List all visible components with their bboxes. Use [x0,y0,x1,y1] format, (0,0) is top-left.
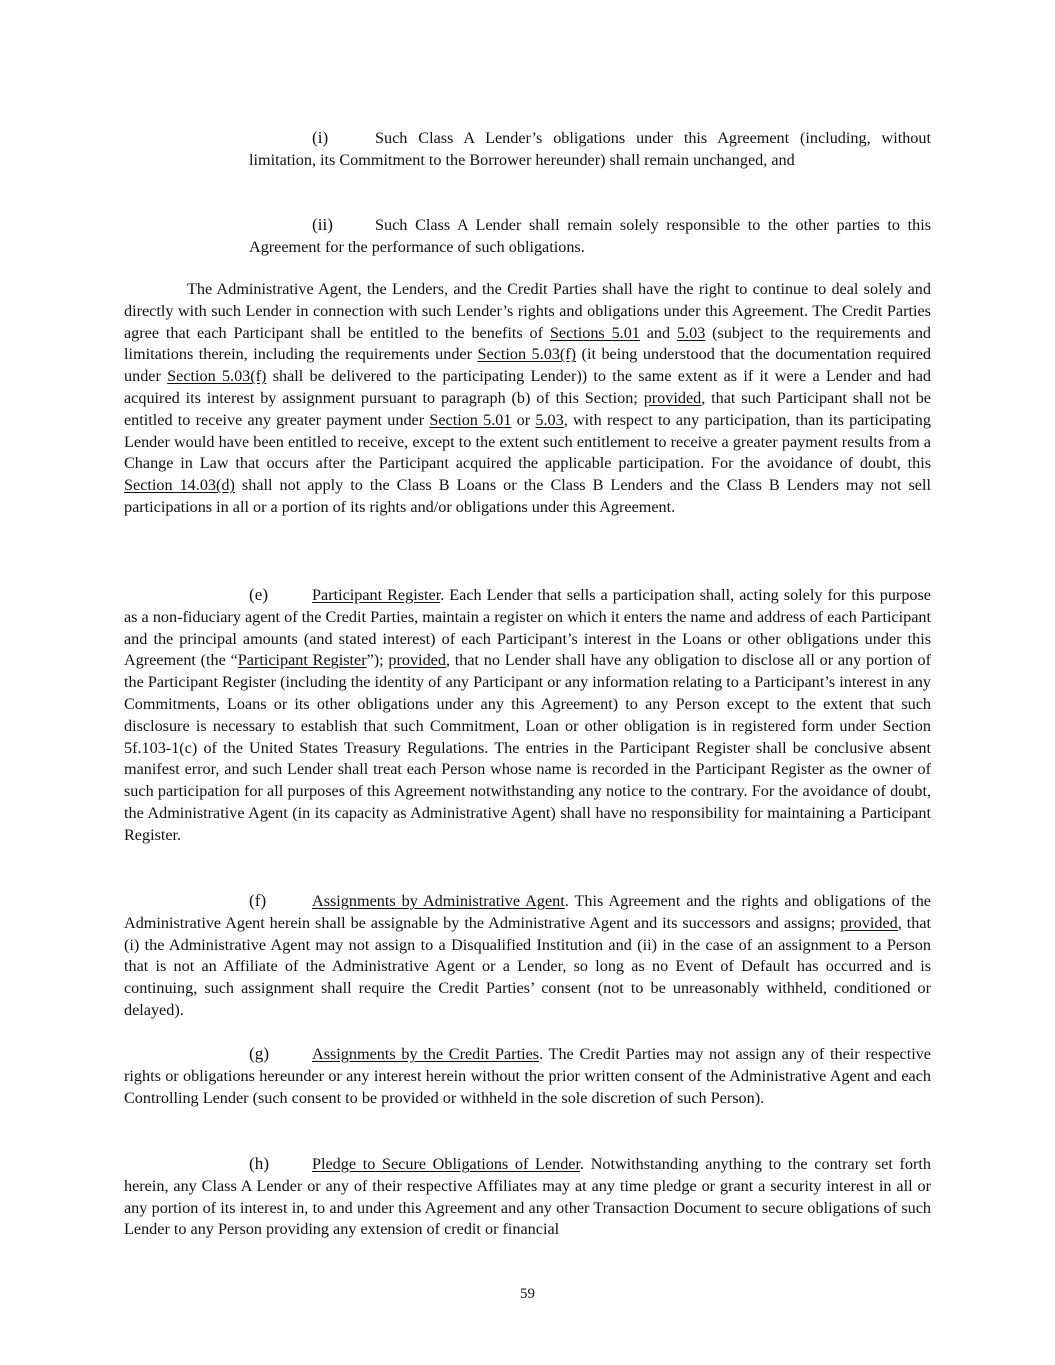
section-h-text: . Notwithstanding anything to the contrary set forth herein, any Class A Lender or any of their respective Affiliates may at any time pledge or grant a security interest in all or any portion of its interest in, to and under this Agreement and any other Transaction Document to secure obligations of such Lender to any Person providing any extension of credit or financial [124,1155,931,1239]
section-h-marker: (h) [249,1154,270,1173]
page-number: 59 [520,1286,535,1302]
clause-ii-marker: (ii) [312,215,333,234]
section-f-text: . This Agreement and the rights and obligations of the Administrative Agent herein shall be assignable by the Administrative Agent and its successors and assigns; [124,892,931,932]
section-f-heading: Assignments by Administrative Agent [312,892,565,910]
continuation-text: , that such Participant shall not be entitled to receive any greater payment under [124,388,931,429]
section-h [124,1153,931,1241]
clause-i-marker: (i) [312,128,329,147]
section-reference: Sections 5.01 [549,323,640,342]
section-reference: 5.03 [676,323,706,342]
section-f-text: , that (i) the Administrative Agent may not assign to a Disqualified Institution and (ii) in the case of an assignment to a Person that is not an Affiliate of the Administrative Agent or a Lender, so long as no Event of Default has occurred and is continuing, such assignment shall require the Credit Parties’ consent (not to be unreasonably withheld, conditioned or delayed). [124,913,932,1019]
defined-term: provided [643,388,702,407]
section-e-heading: Participant Register [312,586,441,604]
section-e-text: . Each Lender that sells a participation shall, acting solely for this purpose as a non-fiduciary agent of the Credit Parties, maintain a register on which it enters the name and address of each Participant and the principal amounts (and stated interest) of each Participant’s interest in the Loans or other obligations under this Agreement (the “ [124,586,931,670]
continuation-text: (it being understood that the documentation required under [124,345,931,386]
section-e [124,584,931,847]
section-reference: Section 14.03(d) [124,476,235,495]
section-reference: Section 5.01 [429,410,512,429]
continuation-text: or [511,410,536,429]
defined-term: provided [388,651,446,670]
section-g-heading: Assignments by the Credit Parties [312,1045,540,1063]
defined-term: Participant Register [237,651,367,670]
section-e-text: ”); [366,651,389,670]
continuation-text: shall be delivered to the participating Lender)) to the same extent as if it were a Lender and had acquired its interest by assignment pursuant to paragraph (b) of this Section; [124,367,932,407]
section-reference: Section 5.03(f) [167,367,267,386]
continuation-text: and [639,323,677,342]
continuation-text: (subject to the requirements and limitations therein, including the requirements under [124,323,932,364]
section-g-marker: (g) [249,1044,270,1063]
clause-i-text: Such Class A Lender’s obligations under this Agreement (including, without limitation, its Commitment to the Borrower hereunder) shall remain unchanged, and [249,129,931,169]
clause-ii-text: Such Class A Lender shall remain solely responsible to the other parties to this Agreement for the performance of such obligations. [249,216,931,256]
clause-i [249,127,931,172]
continuation-text: shall not apply to the Class B Loans or the Class B Lenders and the Class B Lenders may not sell participations in all or a portion of its rights and/or obligations under this Agreement. [124,476,931,516]
section-e-marker: (e) [249,585,269,604]
section-g [124,1043,931,1109]
section-g-text: . The Credit Parties may not assign any of their respective rights or obligations hereunder or any interest herein without the prior written consent of the Administrative Agent and each Controlling Lender (such consent to be provided or withheld in the sole discretion of such Person). [124,1045,931,1107]
section-f-marker: (f) [249,891,267,910]
section-e-text: , that no Lender shall have any obligation to disclose all or any portion of the Participant Register (including the identity of any Participant or any information relating to a Participant’s interest in any Commitments, Loans or its other obligations under any this Agreement) to any Person except to the extent that such disclosure is necessary to establish that such Commitment, Loan or other obligation is in registered form under Section 5f.103-1(c) of the United States Treasury Regulations. The entries in the Participant Register shall be conclusive absent manifest error, and such Lender shall treat each Person whose name is recorded in the Participant Register as the owner of such participation for all purposes of this Agreement notwithstanding any notice to the contrary. For the avoidance of doubt, the Administrative Agent (in its capacity as Administrative Agent) shall have no responsibility for maintaining a Participant Register. [124,651,931,844]
section-f [124,890,931,1022]
continuation-text: , with respect to any participation, than its participating Lender would have been entitled to receive, except to the extent such entitlement to receive a greater payment results from a Change in Law that occurs after the Participant acquired the applicable participation. For the avoidance of doubt, this [124,410,931,473]
continuation-paragraph [124,279,931,519]
defined-term: provided [840,913,898,932]
section-reference: 5.03 [535,410,564,429]
continuation-text: The Administrative Agent, the Lenders, and the Credit Parties shall have the right to continue to deal solely and directly with such Lender in connection with such Lender’s rights and obligations under this Agreement. The Credit Parties agree that each Participant shall be entitled to the benefits of [124,280,931,342]
section-h-heading: Pledge to Secure Obligations of Lender [312,1155,580,1173]
section-reference: Section 5.03(f) [477,345,577,364]
clause-ii [249,214,931,259]
